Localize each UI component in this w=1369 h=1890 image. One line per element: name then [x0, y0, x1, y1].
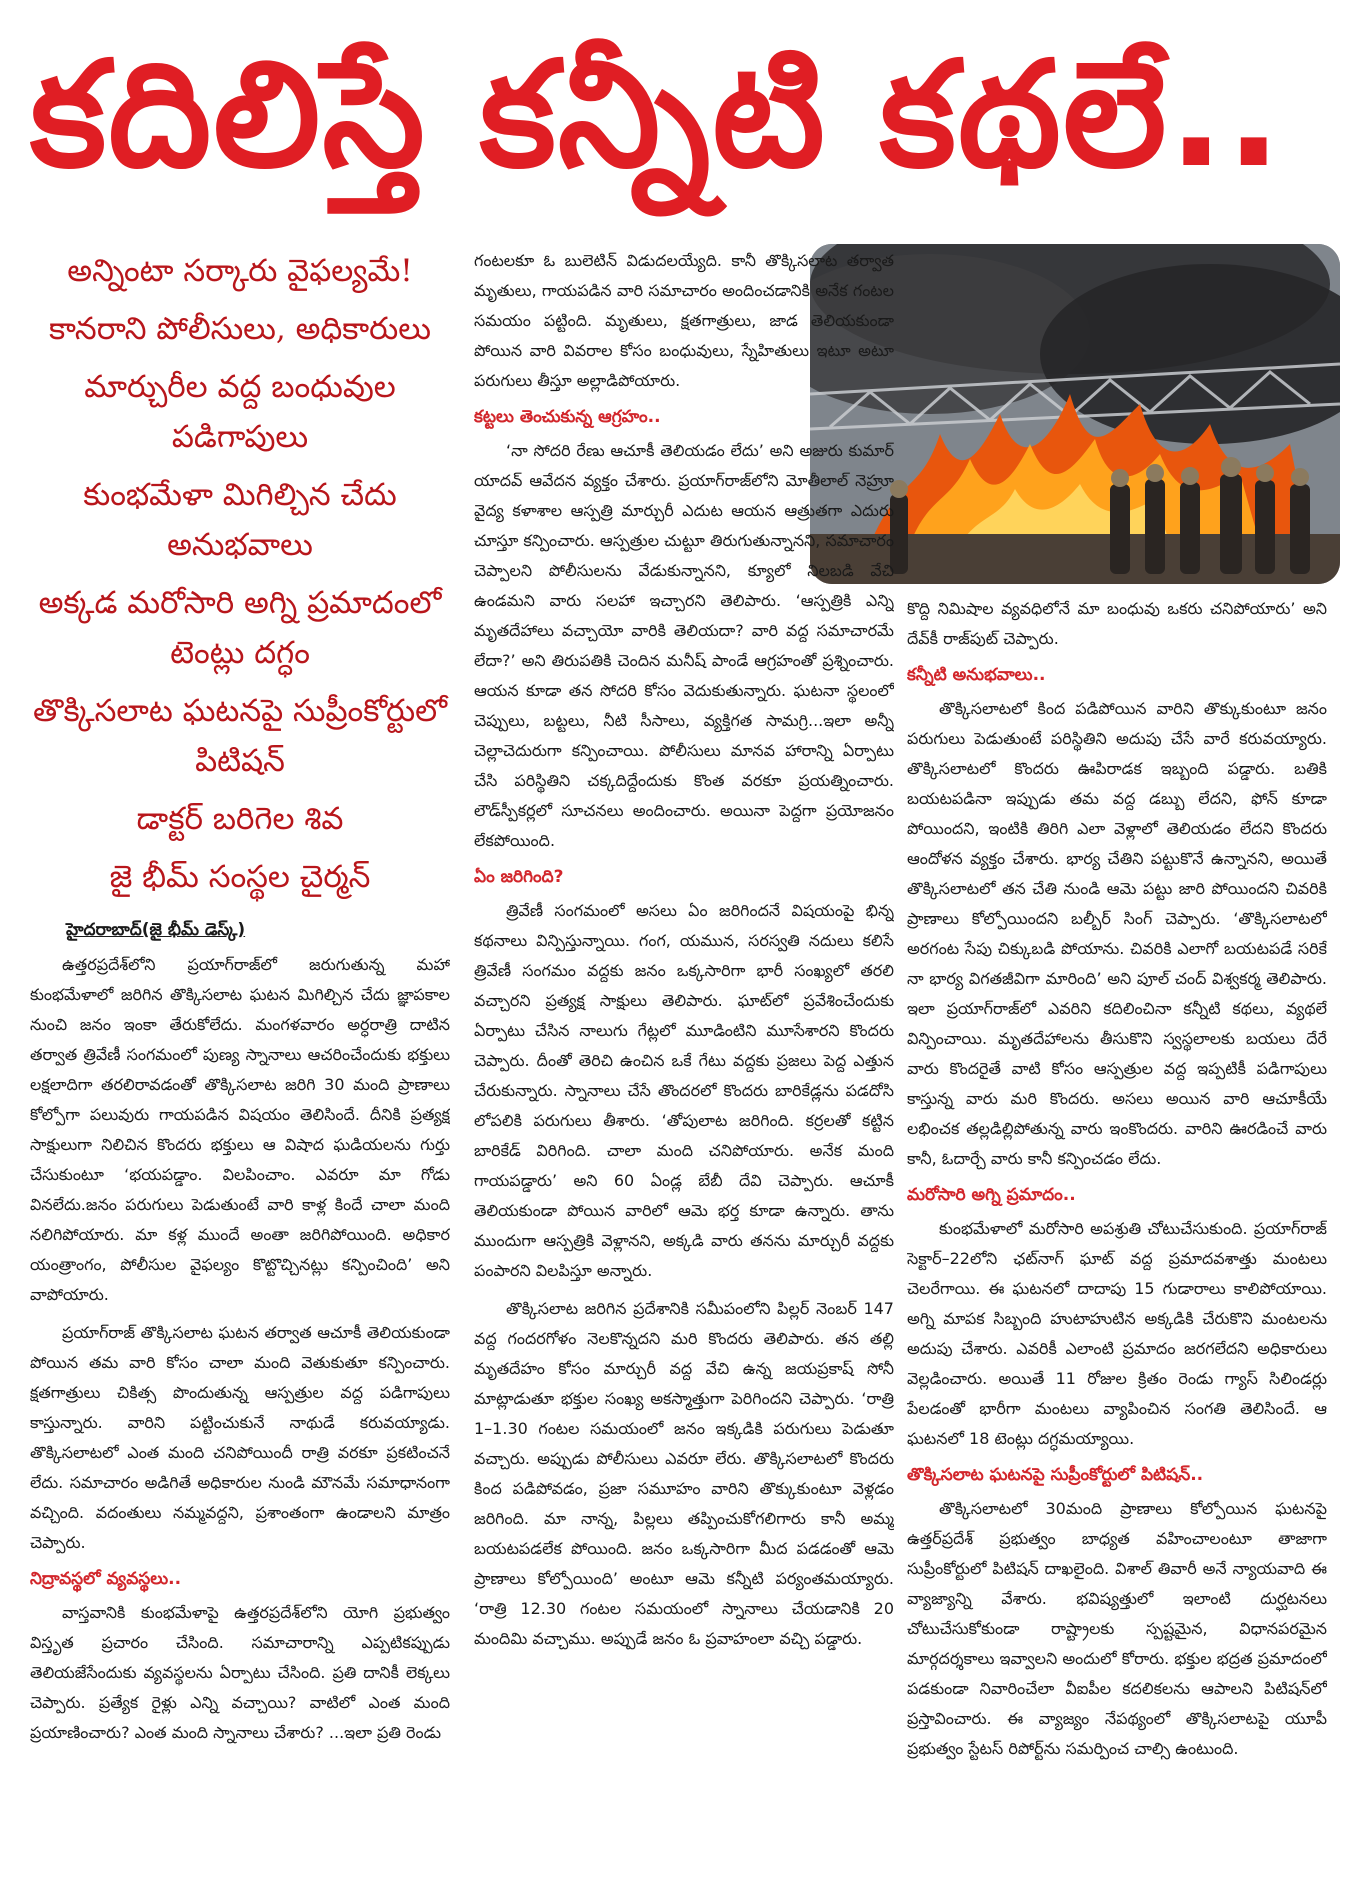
subheading: మరోసారి అగ్ని ప్రమాదం..: [907, 1185, 1076, 1205]
deck-line: అన్నింటా సర్కారు వైఫల్యమే!: [67, 253, 413, 289]
column-2: [474, 246, 894, 1886]
paragraph: కొద్ది నిమిషాల వ్యవధిలోనే మా బంధువు ఒకరు చనిపోయారు’ అని దేవ్‌కీ రాజ్‌పుట్ చెప్పారు.: [907, 599, 1327, 648]
deck-line: కానరాని పోలీసులు, అధికారులు: [49, 311, 431, 347]
subheading: నిద్రావస్థలో వ్యవస్థలు..: [30, 1569, 182, 1589]
paragraph: తొక్కిసలాటలో 30మంది ప్రాణాలు కోల్పోయిన ఘటనపై ఉత్తర్‌ప్రదేశ్ ప్రభుత్వం బాధ్యత వహించాలంటూ తాజాగా సుప్రీంకోర్టులో పిటిషన్ దాఖలైంది. విశాల్ తివారీ అనే న్యాయవాది ఈ వ్యాజ్యాన్ని వేశారు. భవిష్యత్తులో ఇలాంటి దుర్ఘటనలు చోటుచేసుకోకుండా రాష్ట్రాలకు స్పష్టమైన, విధానపరమైన మార్గదర్శకాలు ఇవ్వాలని అందులో కోరారు. భక్తుల భద్రత ప్రమాదంలో పడకుండా నివారించేలా వీఐపీల కదలికలను ఆపాలని పిటిషన్‌లో ప్రస్తావించారు. ఈ వ్యాజ్యం నేపథ్యంలో తొక్కిసలాటపై యూపీ ప్రభుత్వం స్టేటస్ రిపోర్ట్‌ను సమర్పించ చాల్సి ఉంటుంది.: [907, 1499, 1327, 1758]
author-name: డాక్టర్ బరిగెల శివ: [136, 801, 344, 837]
subheading: ఏం జరిగింది?: [474, 867, 564, 887]
column-1: [30, 246, 450, 1886]
paragraph: తొక్కిసలాటలో కింద పడిపోయిన వారిని తొక్కుకుంటూ జనం పరుగులు పెడుతుంటే పరిస్థితిని అదుపు చేసే వారే కరువయ్యారు. తొక్కిసలాటలో కొందరు ఊపిరాడక ఇబ్బంది పడ్డారు. బతికి బయటపడినా ఇప్పుడు తమ వద్ద డబ్బు లేదని, ఫోన్ కూడా పోయిందని, ఇంటికి తిరిగి ఎలా వెళ్లాలో తెలియడం లేదని కొందరు ఆందోళన వ్యక్తం చేశారు. భార్య చేతిని పట్టుకొనే ఉన్నానని, అయితే తొక్కిసలాటలో తన చేతి నుండి ఆమె పట్టు జారి పోయిందని చివరికి ప్రాణాలు కోల్పోయిందని బల్బీర్ సింగ్ చెప్పారు. ‘తొక్కిసలాటలో అరగంట సేపు చిక్కుబడి పోయాను. చివరికి ఎలాగో బయటపడే సరికే నా భార్య విగతజీవిగా మారింది’ అని పూల్ చంద్ విశ్వకర్మ తెలిపారు. ఇలా ప్రయాగ్‌రాజ్‌లో ఎవరిని కదిలించినా కన్నీటి కథలు, వ్యథలే విన్పించాయి. మృతదేహాలను తీసుకొని స్వస్థలాలకు బయలు దేరే వారు కొందరైతే వాటి కోసం ఆస్పత్రుల వద్ద ఇప్పటికీ పడిగాపులు కాస్తున్న వారు మరి కొందరు. అసలు అయిన వారి ఆచూకీయే లభించక తల్లడిల్లిపోతున్న వారు ఇంకొందరు. వారిని ఊరడించే వారు కానీ, ఓదార్చే వారు కానీ కన్పించడం లేదు.: [907, 699, 1327, 1168]
deck-line: తొక్కిసలాట ఘటనపై సుప్రీంకోర్టులో పిటిషన్: [33, 693, 447, 779]
paragraph: వాస్తవానికి కుంభమేళాపై ఉత్తరప్రదేశ్‌లోని యోగి ప్రభుత్వం విస్తృత ప్రచారం చేసింది. సమాచారాన్ని ఎప్పటికప్పుడు తెలియజేసేందుకు వ్యవస్థలను ఏర్పాటు చేసింది. ప్రతి దానికీ లెక్కలు చెప్పారు. ప్రత్యేక రైళ్లు ఎన్ని వచ్చాయి? వాటిలో ఎంత మంది ప్రయాణించారు? ఎంత మంది స్నానాలు చేశారు? ...ఇలా ప్రతి రెండు: [30, 1603, 450, 1742]
paragraph: గంటలకూ ఓ బులెటిన్ విడుదలయ్యేది. కానీ తొక్కిసలాట తర్వాత మృతులు, గాయపడిన వారి సమాచారం అందించడానికి అనేక గంటల సమయం పట్టింది. మృతులు, క్షతగాత్రులు, జాడ తెలియకుండా పోయిన వారి వివరాల కోసం బంధువులు, స్నేహితులు ఇటూ అటూ పరుగులు తీస్తూ అల్లాడిపోయారు.: [474, 251, 894, 390]
author-title: జై భీమ్ సంస్థల చైర్మన్: [109, 859, 371, 895]
paragraph: ప్రయాగ్‌రాజ్ తొక్కిసలాట ఘటన తర్వాత ఆచూకీ తెలియకుండా పోయిన తమ వారి కోసం చాలా మంది వెతుకుతూ కన్పించారు. క్షతగాత్రులు చికిత్స పొందుతున్న ఆస్పత్రుల వద్ద పడిగాపులు కాస్తున్నారు. వారిని పట్టించుకునే నాథుడే కరువయ్యాడు. తొక్కిసలాటలో ఎంత మంది చనిపోయిందీ రాత్రి వరకూ ప్రకటించనే లేదు. సమాచారం అడిగితే అధికారుల నుండి మౌనమే సమాధానంగా వచ్చింది. వదంతులు నమ్మవద్దని, ప్రశాంతంగా ఉండాలని మాత్రం చెప్పారు.: [30, 1323, 450, 1552]
deck-line: అక్కడ మరోసారి అగ్ని ప్రమాదంలో టెంట్లు దగ్ధం: [38, 585, 442, 671]
dateline: హైదరాబాద్(జై భీమ్ డెస్క్): [66, 920, 246, 940]
paragraph: కుంభమేళాలో మరోసారి అపశ్రుతి చోటుచేసుకుంది. ప్రయాగ్‌రాజ్ సెక్టార్–22లోని ఛట్‌నాగ్ ఘాట్ వద్ద ప్రమాదవశాత్తు మంటలు చెలరేగాయి. ఈ ఘటనలో దాదాపు 15 గుడారాలు కాలిపోయాయి. అగ్ని మాపక సిబ్బంది హుటాహుటిన అక్కడికి చేరుకొని మంటలను అదుపు చేశారు. ఎవరికీ ఎలాంటి ప్రమాదం జరగలేదని అధికారులు వెల్లడించారు. అయితే 11 రోజుల క్రితం రెండు గ్యాస్ సిలిండర్లు పేలడంతో భారీగా మంటలు వ్యాపించిన సంగతి తెలిసిందే. ఆ ఘటనలో 18 టెంట్లు దగ్ధమయ్యాయి.: [907, 1219, 1327, 1448]
deck-line: మార్చురీల వద్ద బంధువుల పడిగాపులు: [84, 369, 396, 455]
headline: కదిలిస్తే కన్నీటి కథలే..: [30, 30, 1284, 200]
paragraph: ఉత్తరప్రదేశ్‌లోని ప్రయాగ్‌రాజ్‌లో జరుగుతున్న మహా కుంభమేళాలో జరిగిన తొక్కిసలాట ఘటన మిగిల్చిన చేదు జ్ఞాపకాల నుంచి జనం ఇంకా తేరుకోలేదు. మంగళవారం అర్ధరాత్రి దాటిన తర్వాత త్రివేణీ సంగమంలో పుణ్య స్నానాలు ఆచరించేందుకు భక్తులు లక్షలాదిగా తరలిరావడంతో తొక్కిసలాట జరిగి 30 మంది ప్రాణాలు కోల్పోగా పలువురు గాయపడిన విషయం తెలిసిందే. దీనికి ప్రత్యక్ష సాక్షులుగా నిలిచిన కొందరు భక్తులు ఆ విషాద ఘడియలను గుర్తు చేసుకుంటూ ‘భయపడ్డాం. విలపించాం. ఎవరూ మా గోడు వినలేదు.జనం పరుగులు పెడుతుంటే వారి కాళ్ల కిందే చాలా మంది నలిగిపోయారు. మా కళ్ల ముందే అంతా జరిగిపోయింది. అధికార యంత్రాంగం, పోలీసుల వైఫల్యం కొట్టొచ్చినట్లు కన్పించింది’ అని వాపోయారు.: [30, 955, 450, 1304]
subheading: తొక్కిసలాట ఘటనపై సుప్రీంకోర్టులో పిటిషన్..: [907, 1465, 1204, 1485]
column-3: [907, 594, 1327, 1886]
paragraph: ‘నా సోదరి రేణు ఆచూకీ తెలియడం లేదు’ అని అజురు కుమార్ యాదవ్ ఆవేదన వ్యక్తం చేశారు. ప్రయాగ్‌రాజ్‌లోని మోతీలాల్ నెహ్రూ వైద్య కళాశాల ఆస్పత్రి మార్చురీ ఎదుట ఆయన ఆత్రుతగా ఎదురు చూస్తూ కన్పించారు. ఆస్పత్రుల చుట్టూ తిరుగుతున్నానని, సమాచారం చెప్పాలని పోలీసులను వేడుకున్నానని, క్యూలో నిలబడి వేచి ఉండమని వారు సలహా ఇచ్చారని తెలిపారు. ‘ఆస్పత్రికి ఎన్ని మృతదేహాలు వచ్చాయో వారికి తెలియదా? వారి వద్ద సమాచారమే లేదా?’ అని తిరుపతికి చెందిన మనీష్ పాండే ఆగ్రహంతో ప్రశ్నించారు. ఆయన కూడా తన సోదరి కోసం వెదుకుతున్నారు. ఘటనా స్థలంలో చెప్పులు, బట్టలు, నీటి సీసాలు, వ్యక్తిగత సామగ్రి...ఇలా అన్నీ చెల్లాచెదురుగా కన్పించాయి. పోలీసులు మానవ హారాన్ని ఏర్పాటు చేసి పరిస్థితిని చక్కదిద్దేందుకు కొంత వరకూ ప్రయత్నించారు. లౌడ్‌స్పీకర్లలో సూచనలు అందించారు. అయినా పెద్దగా ప్రయోజనం లేకపోయింది.: [474, 441, 894, 850]
paragraph: త్రివేణీ సంగమంలో అసలు ఏం జరిగిందనే విషయంపై భిన్న కథనాలు విన్పిస్తున్నాయి. గంగ, యమున, సరస్వతి నదులు కలిసే త్రివేణీ సంగమం వద్దకు జనం ఒక్కసారిగా భారీ సంఖ్యలో తరలి వచ్చారని ప్రత్యక్ష సాక్షులు తెలిపారు. ఘాట్‌లో ప్రవేశించేందుకు ఏర్పాటు చేసిన నాలుగు గేట్లలో మూడింటిని మూసేశారని కొందరు చెప్పారు. దీంతో తెరిచి ఉంచిన ఒకే గేటు వద్దకు ప్రజలు పెద్ద ఎత్తున చేరుకున్నారు. స్నానాలు చేసే తొందరలో కొందరు బారికేడ్లను పడదోసి లోపలికి పరుగులు తీశారు. ‘తోపులాట జరిగింది. కర్రలతో కట్టిన బారికేడ్ విరిగింది. చాలా మంది చనిపోయారు. అనేక మంది గాయపడ్డారు’ అని 60 ఏండ్ల బేబీ దేవి చెప్పారు. ఆచూకీ తెలియకుండా పోయిన వారిలో ఆమె భర్త కూడా ఉన్నారు. తాను ముందుగా ఆస్పత్రికి వెళ్లానని, అక్కడి వారు తనను మార్చురీ వద్దకు పంపారని విలపిస్తూ అన్నారు.: [474, 901, 894, 1280]
deck-line: కుంభమేళా మిగిల్చిన చేదు అనుభవాలు: [83, 477, 397, 563]
subheading: కన్నీటి అనుభవాలు..: [907, 665, 1046, 685]
paragraph: తొక్కిసలాట జరిగిన ప్రదేశానికి సమీపంలోని పిల్లర్ నెంబర్ 147 వద్ద గందరగోళం నెలకొన్నదని మరి కొందరు తెలిపారు. తన తల్లి మృతదేహం కోసం మార్చురీ వద్ద వేచి ఉన్న జయప్రకాష్ సోనీ మాట్లాడుతూ భక్తుల సంఖ్య అకస్మాత్తుగా పెరిగిందని చెప్పారు. ‘రాత్రి 1–1.30 గంటల సమయంలో జనం ఇక్కడికి పరుగులు పెడుతూ వచ్చారు. అప్పుడు పోలీసులు ఎవరూ లేరు. తొక్కిసలాటలో కొందరు కింద పడిపోవడం, ప్రజా సమూహం వారిని తొక్కుకుంటూ వెళ్లడం జరిగింది. మా నాన్న, పిల్లలు తప్పించుకోగలిగారు కానీ అమ్మ బయటపడలేక పోయింది. జనం ఒక్కసారిగా మీద పడడంతో ఆమె ప్రాణాలు కోల్పోయింది’ అంటూ ఆమె కన్నీటి పర్యంతమయ్యారు. ‘రాత్రి 12.30 గంటల సమయంలో స్నానాలు చేయడానికి 20 మందిమి వచ్చాము. అప్పుడే జనం ఓ ప్రవాహంలా వచ్చి పడ్డారు.: [474, 1299, 894, 1648]
deck-headlines: [30, 246, 450, 902]
subheading: కట్టలు తెంచుకున్న ఆగ్రహం..: [474, 407, 661, 427]
